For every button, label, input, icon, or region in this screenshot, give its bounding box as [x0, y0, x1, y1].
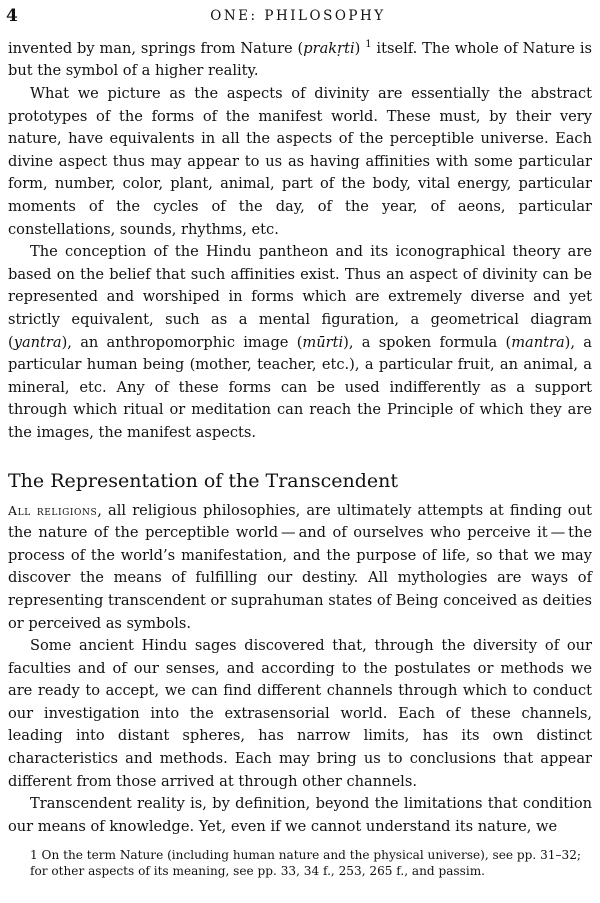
- text-run: , all religious philosophies, are ultimately attempts at finding out the nature of the perceptible world — and of ourselves who perceive it — the process of the world’s manifestation, and the purpose of life, so that we may discover the means of fulfilling our destiny. All mythologies are ways of representing transcendent or suprahuman states of Being conceived as deities or perceived as symbols.: [8, 501, 592, 632]
- term-yantra: yantra: [13, 333, 62, 351]
- text-run: ), an anthropomorphic image (: [61, 333, 303, 351]
- running-head: ONE: PHILOSOPHY: [210, 8, 386, 24]
- text-run: ): [354, 39, 366, 57]
- page-number: 4: [6, 6, 18, 26]
- term-prakrti: prakṛti: [303, 39, 355, 57]
- paragraph: Transcendent reality is, by definition, beyond the limitations that condition our means of knowledge. Yet, even if we cannot understand its nature, we: [8, 795, 592, 835]
- paragraph: Some ancient Hindu sages discovered that, through the diversity of our faculties and of our senses, and according to the postulates or methods we are ready to accept, we can find different channels through which to conduct our investigation into the extrasensorial world. Each of these channels, leading into distant spheres, has narrow limits, has its own distinct characteristics and methods. Each may bring us to conclusions that appear different from those arrived at through other channels.: [8, 637, 592, 790]
- footnote-ref: 1: [365, 39, 372, 50]
- body-text: [8, 34, 592, 838]
- text-run: invented by man, springs from Nature (: [8, 39, 304, 57]
- paragraph: [8, 241, 592, 444]
- text-run: itself. The whole of Nature is but the symbol of a higher reality.: [8, 39, 592, 80]
- term-murti: mūrti: [302, 333, 344, 351]
- section-heading: The Representation of the Transcendent: [8, 469, 398, 492]
- text-run: The conception of the Hindu pantheon and its iconographical theory are based on the belief that such affinities exist. Thus an aspect of divinity can be represented and worshiped in forms which are extremely diverse and yet strictly equivalent, such as a mental figuration, a geometrical diagram (: [8, 243, 592, 351]
- term-mantra: mantra: [511, 333, 565, 351]
- footnote: [8, 848, 592, 879]
- paragraph: [8, 34, 592, 83]
- text-run: ), a spoken formula (: [343, 333, 512, 351]
- footnote-text: 1 On the term Nature (including human nature and the physical universe), see pp. 31–32; for other aspects of its meaning, see pp. 33, 34 f., 253, 265 f., and passim.: [30, 848, 581, 878]
- paragraph: What we picture as the aspects of divinity are essentially the abstract prototypes of the forms of the manifest world. These must, by their very nature, have equivalents in all the aspects of the perceptible universe. Each divine aspect thus may appear to us as having affinities with some particular form, number, color, plant, animal, part of the body, vital energy, particular moments of the cycles of the day, of the year, of aeons, particular constellations, sounds, rhythms, etc.: [8, 85, 592, 238]
- page-header: [6, 6, 590, 28]
- text-run: ), a particular human being (mother, teacher, etc.), a particular fruit, an animal, a mineral, etc. Any of these forms can be used indifferently as a support through which ritual or meditation can reach the Principle of which they are the images, the manifest aspects.: [8, 333, 592, 441]
- small-caps-lead: All religions: [8, 502, 98, 518]
- paragraph: [8, 500, 592, 636]
